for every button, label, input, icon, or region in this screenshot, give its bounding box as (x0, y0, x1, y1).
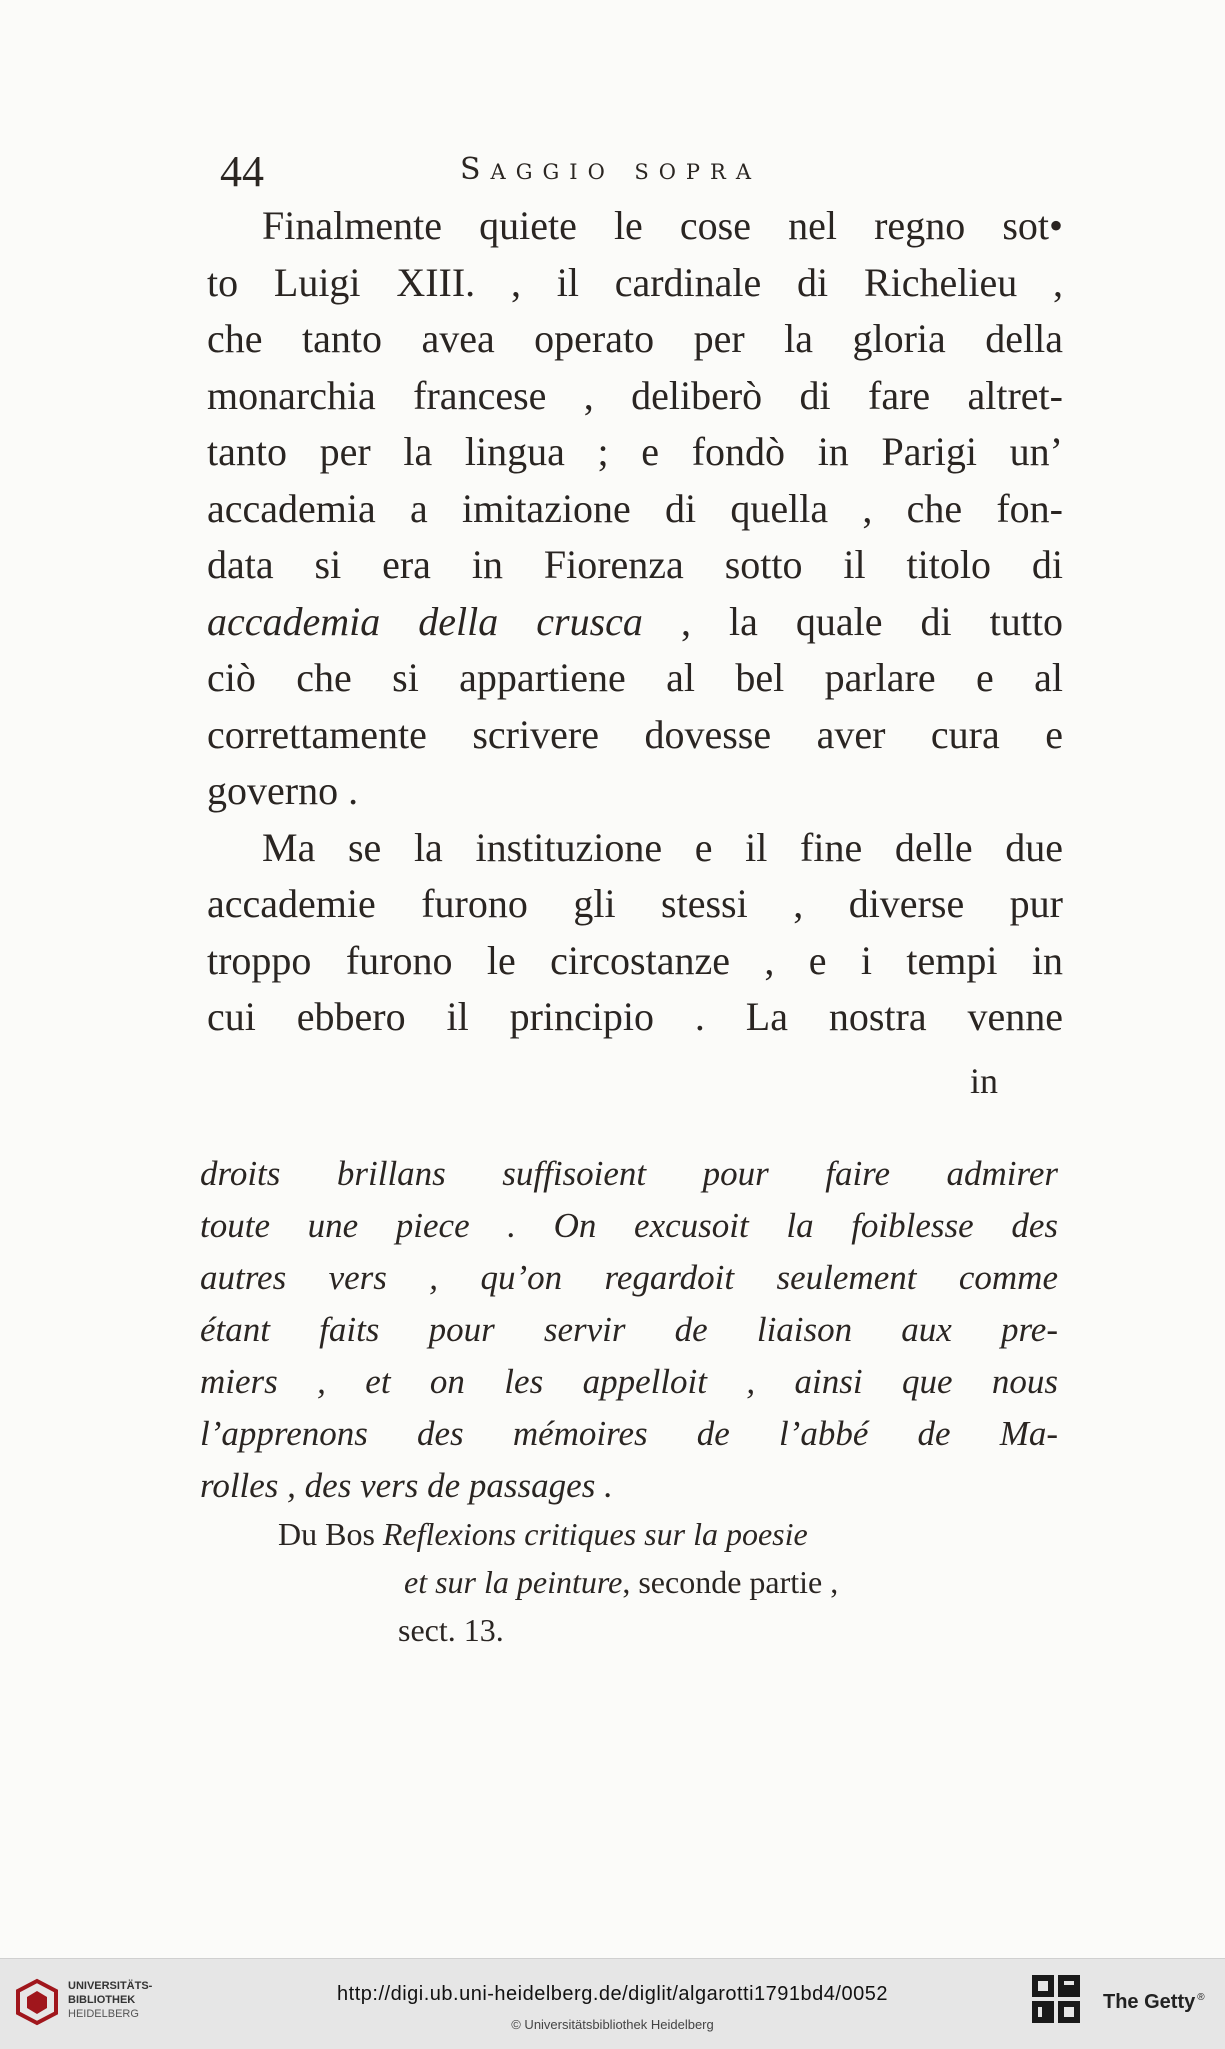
italic-phrase: accademia della crusca (207, 598, 643, 644)
getty-name: The Getty ® (1103, 1991, 1205, 2013)
viewer-footer (0, 1958, 1225, 2049)
text-line: ciò che si appartiene al bel parlare e al (207, 655, 1063, 700)
text-line: Finalmente quiete le cose nel regno sot• (262, 203, 1063, 248)
footnote-line: l’apprenons des mémoires de l’abbé de Ma- (200, 1414, 1058, 1453)
footnote-line: rolles , des vers de passages . (200, 1466, 613, 1505)
footnote-line: toute une piece . On excusoit la foiblesse des (200, 1206, 1058, 1245)
footnote-line: droits brillans suffisoient pour faire admirer (200, 1154, 1058, 1193)
getty-logo (1030, 1973, 1082, 2029)
catchword: in (970, 1061, 999, 1101)
text-line: tanto per la lingua ; e fondò in Parigi un’ (207, 429, 1063, 474)
running-title: Saggio sopra (460, 152, 762, 187)
source-title-2: et sur la peinture (404, 1564, 623, 1600)
text-line: monarchia francese , deliberò di fare altret- (207, 372, 1063, 418)
source-rest: , seconde partie , (622, 1564, 839, 1600)
registered-mark: ® (1197, 1992, 1205, 2004)
text-line-italic: accademia della crusca , la quale di tutto (207, 598, 1063, 644)
text-line: data si era in Fiorenza sotto il titolo di (207, 542, 1063, 587)
main-text (207, 198, 1063, 1046)
page-header (220, 146, 1120, 196)
source-line-2 (278, 1558, 1058, 1606)
page-number: 44 (220, 147, 264, 196)
text-line: accademie furono gli stessi , diverse pur (207, 881, 1063, 926)
source-section: sect. 13. (398, 1612, 504, 1648)
footnote-source (278, 1510, 1058, 1654)
footnote (200, 1148, 1058, 1512)
text-line: accademia a imitazione di quella , che fon- (207, 485, 1063, 531)
text-line: Ma se la instituzione e il fine delle due (262, 824, 1063, 870)
text-line: to Luigi XIII. , il cardinale di Richelieu , (207, 259, 1063, 305)
footnote-line: miers , et on les appelloit , ainsi que nous (200, 1362, 1058, 1401)
text-line: che tanto avea operato per la gloria della (207, 316, 1063, 361)
copyright-notice: © Universitätsbibliothek Heidelberg (511, 2017, 714, 2032)
footnote-line: étant faits pour servir de liaison aux pre- (200, 1310, 1058, 1349)
source-line-1 (278, 1510, 1058, 1558)
footnote-line: autres vers , qu’on regardoit seulement comme (200, 1258, 1058, 1297)
source-title-1: Reflexions critiques sur la poesie (382, 1516, 808, 1552)
text-line: correttamente scrivere dovesse aver cura e (207, 711, 1063, 757)
text-line: governo . (207, 768, 359, 813)
text-line: troppo furono le circostanze , e i tempi in (207, 937, 1063, 983)
text-line: cui ebbero il principio . La nostra venne (207, 994, 1063, 1039)
permalink-url[interactable]: http://digi.ub.uni-heidelberg.de/diglit/algarotti1791bd4/0052 (337, 1983, 888, 2005)
source-author: Du Bos (278, 1516, 375, 1552)
university-name: UNIVERSITÄTS- BIBLIOTHEK HEIDELBERG (68, 1980, 153, 2020)
